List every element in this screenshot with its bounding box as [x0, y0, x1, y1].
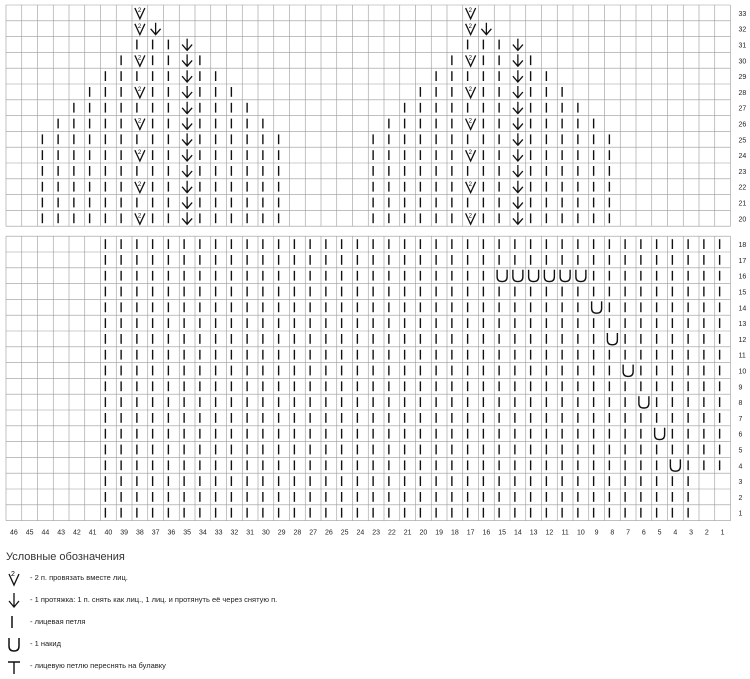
row-label: 15 — [738, 289, 747, 297]
yarn-over — [497, 270, 507, 282]
column-label: 5 — [657, 529, 662, 537]
row-label: 12 — [738, 336, 747, 344]
slip-pull — [513, 133, 523, 145]
k2tog-count: 2 — [468, 23, 472, 30]
slip-pull — [182, 197, 192, 209]
column-label: 2 — [704, 529, 709, 537]
column-label: 16 — [482, 529, 491, 537]
legend-title: Условные обозначения — [6, 551, 125, 563]
row-label: 9 — [738, 384, 743, 392]
row-label: 20 — [738, 216, 747, 224]
row-label: 21 — [738, 200, 747, 208]
slip-pull — [182, 165, 192, 177]
row-label: 10 — [738, 368, 747, 376]
yarn-over-icon — [6, 635, 22, 655]
column-label: 36 — [167, 529, 176, 537]
k2tog-count: 2 — [468, 150, 472, 157]
row-label: 11 — [738, 352, 746, 360]
k2tog-count: 2 — [468, 55, 472, 62]
row-label: 30 — [738, 58, 747, 66]
column-label: 29 — [277, 529, 286, 537]
column-label: 26 — [324, 529, 333, 537]
yarn-over — [607, 333, 617, 345]
column-label: 45 — [25, 529, 34, 537]
row-label: 6 — [738, 431, 743, 439]
column-label: 35 — [183, 529, 192, 537]
column-label: 31 — [246, 529, 255, 537]
row-label: 13 — [738, 321, 747, 329]
slip-pull — [513, 86, 523, 98]
column-label: 38 — [135, 529, 144, 537]
column-label: 15 — [498, 529, 507, 537]
slip-pull — [513, 70, 523, 82]
yarn-over — [576, 270, 586, 282]
column-label: 39 — [120, 529, 129, 537]
row-label: 2 — [738, 494, 743, 502]
column-label: 20 — [419, 529, 428, 537]
column-label: 14 — [513, 529, 522, 537]
column-label: 32 — [230, 529, 239, 537]
legend — [6, 551, 566, 679]
row-label: 29 — [738, 74, 747, 82]
slip-pull — [481, 23, 491, 35]
row-label: 32 — [738, 26, 747, 34]
row-label: 23 — [738, 168, 747, 176]
k2tog-count: 2 — [137, 8, 142, 14]
row-label: 3 — [738, 479, 743, 487]
column-label: 37 — [151, 529, 160, 537]
k2tog-count: 2 — [137, 181, 142, 188]
slip-pull — [182, 118, 192, 130]
column-label: 25 — [340, 529, 349, 537]
column-label: 27 — [309, 529, 318, 537]
slip-pull — [513, 39, 523, 51]
row-label: 4 — [738, 463, 743, 471]
row-label: 25 — [738, 137, 747, 145]
column-label: 11 — [561, 529, 569, 537]
k2tog-count: 2 — [468, 8, 472, 14]
row-label: 5 — [738, 447, 743, 455]
k2tog-count: 2 — [468, 181, 472, 188]
k2tog-count: 2 — [137, 118, 142, 125]
slip-pull — [182, 102, 192, 114]
legend-item-slip-pull — [6, 591, 566, 613]
k2tog-count: 2 — [468, 118, 472, 125]
column-label: 19 — [435, 529, 444, 537]
column-label: 24 — [356, 529, 365, 537]
column-label: 12 — [545, 529, 554, 537]
column-label: 41 — [88, 529, 97, 537]
slip-pull — [513, 212, 523, 224]
yarn-over — [544, 270, 554, 282]
k2tog-count: 2 — [137, 150, 142, 157]
row-label: 28 — [738, 89, 747, 97]
row-label: 33 — [738, 10, 747, 18]
slip-pull — [182, 86, 192, 98]
legend-text-k2tog: - 2 п. провязать вместе лиц. — [30, 573, 128, 582]
legend-item-k2tog — [6, 569, 566, 591]
column-label: 23 — [372, 529, 381, 537]
slip-pull — [182, 133, 192, 145]
yarn-over — [513, 270, 523, 282]
row-label: 16 — [738, 273, 747, 281]
legend-item-yarn-over — [6, 635, 566, 657]
row-label: 27 — [738, 105, 747, 113]
k2tog-icon — [6, 569, 22, 589]
yarn-over — [529, 270, 539, 282]
legend-text-knit: - лицевая петля — [30, 617, 86, 626]
column-label: 21 — [403, 529, 412, 537]
column-label: 6 — [641, 529, 646, 537]
column-label: 30 — [261, 529, 270, 537]
column-label: 7 — [626, 529, 631, 537]
k2tog-count: 2 — [137, 23, 142, 30]
yarn-over — [639, 396, 649, 408]
slip-pull — [513, 197, 523, 209]
k2tog-count: 2 — [137, 213, 142, 220]
k2tog-count: 2 — [468, 87, 472, 93]
row-label: 31 — [738, 42, 747, 50]
row-label: 1 — [738, 510, 743, 518]
legend-item-cable — [6, 657, 566, 679]
slip-pull — [513, 54, 523, 66]
slip-pull — [513, 181, 523, 193]
slip-pull — [182, 149, 192, 161]
column-label: 34 — [198, 529, 207, 537]
row-label: 7 — [738, 415, 743, 423]
legend-item-knit — [6, 613, 566, 635]
slip-pull — [182, 54, 192, 66]
yarn-over — [670, 459, 680, 471]
slip-pull — [182, 39, 192, 51]
column-label: 4 — [673, 529, 678, 537]
row-label: 8 — [738, 400, 743, 408]
cable-needle-icon — [6, 657, 22, 677]
column-label: 40 — [104, 529, 113, 537]
slip-pull — [513, 149, 523, 161]
row-label: 22 — [738, 184, 747, 192]
slip-pull — [513, 118, 523, 130]
k2tog-count: 2 — [137, 55, 142, 62]
knit-stitch-icon — [6, 613, 22, 633]
legend-text-slip-pull: - 1 протяжка: 1 п. снять как лиц., 1 лиц. и протянуть её через снятую п. — [30, 595, 278, 604]
column-label: 9 — [594, 529, 599, 537]
column-label: 1 — [720, 529, 725, 537]
column-label: 44 — [41, 529, 50, 537]
slip-pull — [182, 70, 192, 82]
legend-text-cable: - лицевую петлю переснять на булавку — [30, 661, 166, 670]
column-label: 43 — [57, 529, 66, 537]
column-label: 42 — [72, 529, 81, 537]
column-label: 33 — [214, 529, 223, 537]
column-label: 13 — [529, 529, 538, 537]
slip-pull-icon — [6, 591, 22, 611]
slip-pull — [513, 102, 523, 114]
k2tog-count: 2 — [468, 213, 472, 220]
column-label: 3 — [689, 529, 694, 537]
column-label: 18 — [450, 529, 459, 537]
slip-pull — [182, 212, 192, 224]
row-label: 18 — [738, 242, 747, 250]
slip-pull — [513, 165, 523, 177]
column-label: 10 — [576, 529, 585, 537]
row-label: 17 — [738, 257, 747, 265]
column-label: 28 — [293, 529, 302, 537]
column-label: 22 — [387, 529, 396, 537]
yarn-over — [623, 365, 633, 377]
yarn-over — [592, 301, 602, 313]
column-label: 46 — [9, 529, 18, 537]
slip-pull — [151, 23, 161, 35]
yarn-over — [560, 270, 570, 282]
row-label: 14 — [738, 305, 747, 313]
legend-text-yarn-over: - 1 накид — [30, 639, 61, 648]
k2tog-count: 2 — [11, 571, 15, 578]
row-label: 24 — [738, 153, 747, 161]
row-label: 26 — [738, 121, 747, 129]
k2tog-count: 2 — [137, 87, 142, 93]
slip-pull — [182, 181, 192, 193]
column-label: 8 — [610, 529, 615, 537]
column-label: 17 — [466, 529, 475, 537]
yarn-over — [655, 428, 665, 440]
